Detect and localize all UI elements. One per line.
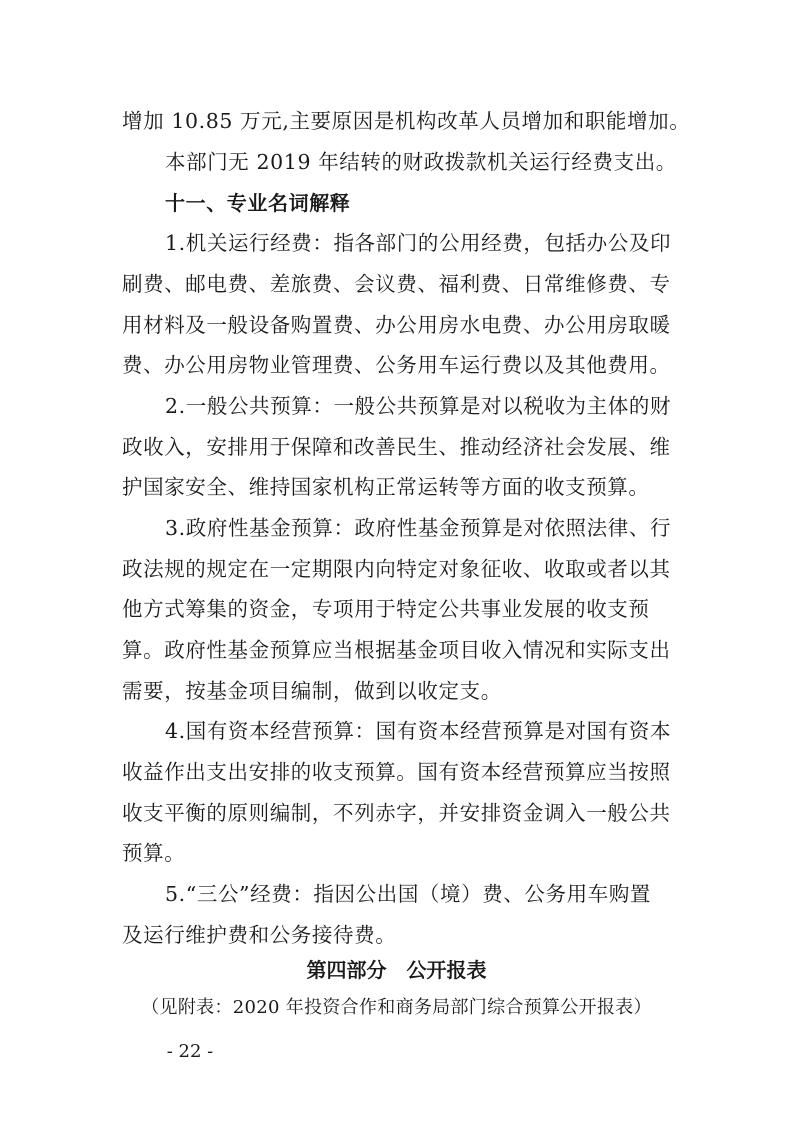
- section-heading: 十一、专业名词解释: [165, 191, 351, 215]
- paragraph-line: 算。政府性基金预算应当根据基金项目收入情况和实际支出: [122, 638, 671, 662]
- paragraph-line: 收支平衡的原则编制，不列赤字，并安排资金调入一般公共: [122, 801, 671, 825]
- paragraph-line: 用材料及一般设备购置费、办公用房水电费、办公用房取暖: [122, 313, 671, 337]
- appendix-note: （见附表：2020 年投资合作和商务局部门综合预算公开报表）: [141, 997, 652, 1018]
- paragraph-line: 2.一般公共预算：一般公共预算是对以税收为主体的财: [165, 394, 672, 418]
- paragraph-line: 他方式筹集的资金，专项用于特定公共事业发展的收支预: [122, 597, 650, 621]
- paragraph-line: 政法规的规定在一定期限内向特定对象征收、收取或者以其: [122, 557, 671, 581]
- paragraph-line: 预算。: [122, 841, 186, 865]
- paragraph-line: 刷费、邮电费、差旅费、会议费、福利费、日常维修费、专: [122, 272, 671, 296]
- paragraph-line: 及运行维护费和公务接待费。: [122, 923, 397, 947]
- paragraph-line: 费、办公用房物业管理费、公务用车运行费以及其他费用。: [122, 353, 671, 377]
- paragraph-line: 3.政府性基金预算：政府性基金预算是对依照法律、行: [165, 516, 672, 540]
- paragraph-line: 需要，按基金项目编制，做到以收定支。: [122, 679, 502, 703]
- paragraph-line: 政收入，安排用于保障和改善民生、推动经济社会发展、维: [122, 435, 671, 459]
- paragraph-line: 本部门无 2019 年结转的财政拨款机关运行经费支出。: [165, 150, 677, 174]
- paragraph-line: 护国家安全、维持国家机构正常运转等方面的收支预算。: [122, 475, 650, 499]
- paragraph-line: 1.机关运行经费：指各部门的公用经费，包括办公及印: [165, 231, 672, 255]
- part-title: 第四部分 公开报表: [306, 958, 487, 982]
- paragraph-line: 增加 10.85 万元,主要原因是机构改革人员增加和职能增加。: [122, 109, 691, 133]
- paragraph-line: 5.“三公”经费：指因公出国（境）费、公务用车购置: [165, 882, 652, 906]
- paragraph-line: 4.国有资本经营预算：国有资本经营预算是对国有资本: [165, 719, 672, 743]
- paragraph-line: 收益作出支出安排的收支预算。国有资本经营预算应当按照: [122, 760, 671, 784]
- page-number: - 22 -: [166, 1041, 214, 1062]
